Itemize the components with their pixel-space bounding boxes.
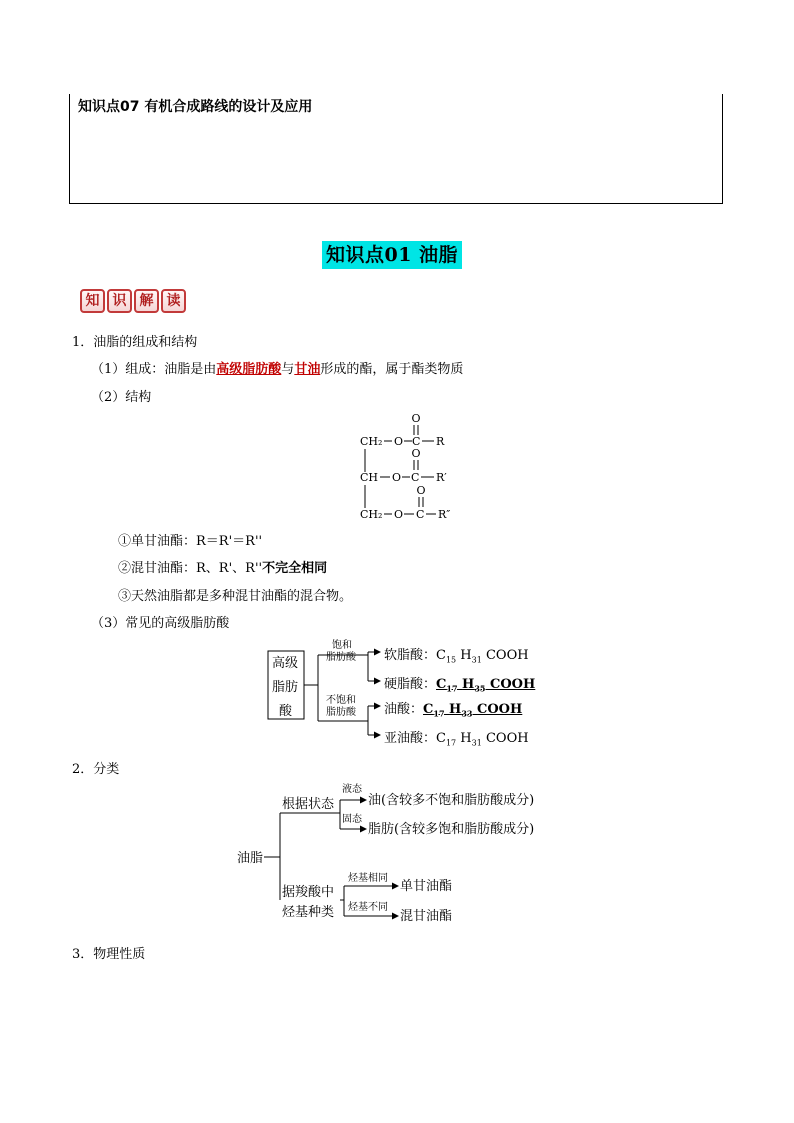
acids-root-line: 高级: [272, 656, 299, 671]
section-1-heading: 1．油脂的组成和结构: [72, 335, 198, 350]
struct-atom: O: [394, 508, 404, 521]
fatty-acids-label: （3）常见的高级脂肪酸: [91, 616, 230, 631]
label-same-hydrocarbon: 烃基相同: [348, 873, 388, 884]
acids-root-line: 脂肪: [272, 680, 299, 695]
label-liquid: 液态: [342, 784, 362, 795]
badge-char: 解: [134, 289, 159, 313]
unsat-label: 不饱和: [326, 695, 356, 706]
acid-item-stearic: 硬脂酸：$C_{17}$ $H_{35}$ COOH: [384, 677, 536, 694]
class-branch-state: 根据状态: [282, 797, 335, 812]
label-diff-hydrocarbon: 烃基不同: [348, 902, 388, 913]
label-solid: 固态: [342, 814, 362, 825]
struct-atom: CH₂: [360, 435, 383, 448]
acid-item-linoleic: 亚油酸：$C_{17}$ $H_{31}$ COOH: [384, 731, 529, 748]
class-leaf-simple: 单甘油酯: [400, 879, 453, 894]
carbonyl-o: O: [411, 447, 421, 460]
structure-label: （2）结构: [91, 390, 152, 405]
knowledge-point-title: 知识点01 油脂: [322, 241, 462, 269]
struct-atom: C: [411, 471, 420, 484]
note-mixed-glyceride: ②混甘油酯：R、R'、R''不完全相同: [118, 561, 328, 576]
class-leaf-fat: 脂肪(含较多饱和脂肪酸成分): [368, 822, 535, 837]
knowledge-interpretation-badge: [80, 289, 186, 313]
acid-item-palmitic: 软脂酸：$C_{15}$ $H_{31}$ COOH: [384, 648, 529, 665]
previous-topic-title: 知识点07 有机合成路线的设计及应用: [78, 99, 313, 115]
acid-item-oleic: 油酸：$C_{17}$ $H_{33}$ COOH: [384, 702, 523, 719]
struct-atom: R″: [438, 508, 451, 521]
class-leaf-oil: 油(含较多不饱和脂肪酸成分): [368, 793, 535, 808]
unsat-label: 脂肪酸: [326, 707, 356, 718]
note-natural-fat: ③天然油脂都是多种混甘油酯的混合物。: [118, 589, 353, 604]
struct-atom: CH: [360, 471, 379, 484]
section-3-heading: 3．物理性质: [72, 947, 146, 962]
carbonyl-o: O: [416, 484, 426, 497]
badge-char: 识: [107, 289, 132, 313]
struct-atom: C: [412, 435, 421, 448]
section-2-heading: 2．分类: [72, 762, 120, 777]
badge-char: 读: [161, 289, 186, 313]
struct-atom: O: [392, 471, 402, 484]
answer-higher-fatty-acid: 高级脂肪酸: [216, 362, 282, 377]
sat-label: 脂肪酸: [326, 652, 356, 663]
triglyceride-structure: [352, 408, 462, 526]
acids-root-line: 酸: [279, 704, 293, 719]
note-simple-glyceride: ①单甘油酯：R＝R'＝R'': [118, 534, 263, 549]
class-branch-acid: 据羧酸中: [282, 885, 335, 900]
composition-line: （1）组成：油脂是由高级脂肪酸与甘油形成的酯，属于酯类物质: [91, 362, 464, 377]
struct-atom: O: [394, 435, 404, 448]
struct-atom: R: [436, 435, 445, 448]
class-root: 油脂: [237, 851, 264, 866]
class-leaf-mixed: 混甘油酯: [400, 909, 453, 924]
badge-char: 知: [80, 289, 105, 313]
answer-glycerol: 甘油: [294, 362, 321, 377]
sat-label: 饱和: [332, 640, 352, 651]
struct-atom: C: [416, 508, 425, 521]
carbonyl-o: O: [411, 412, 421, 425]
class-branch-acid: 烃基种类: [282, 905, 335, 920]
classification-tree: [232, 780, 572, 930]
struct-atom: R′: [436, 471, 447, 484]
struct-atom: CH₂: [360, 508, 383, 521]
